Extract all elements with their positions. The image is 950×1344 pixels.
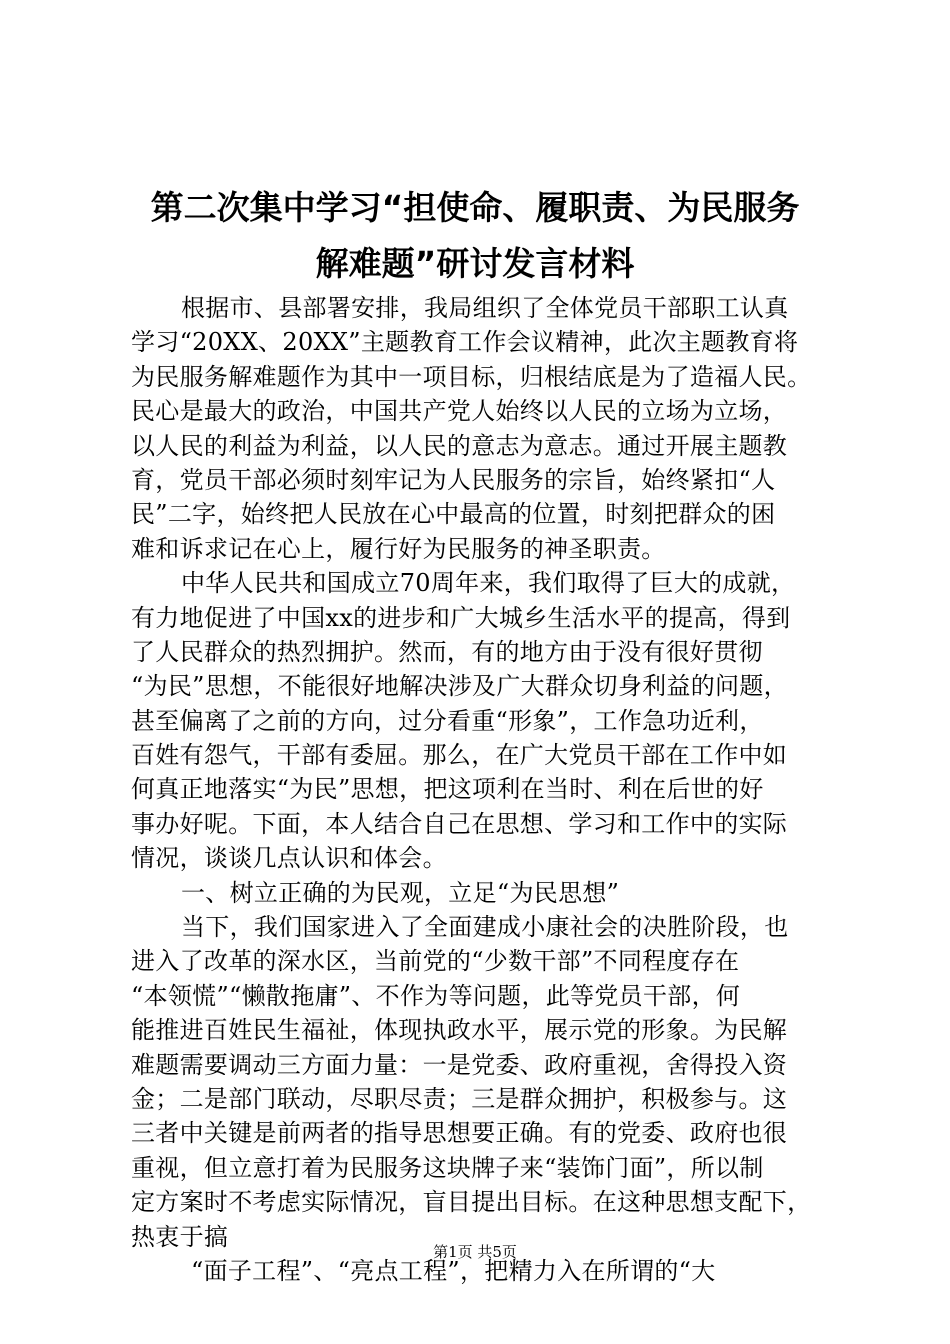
paragraph-line: 育，党员干部必须时刻牢记为人民服务的宗旨，始终紧扣“人 [131,465,776,494]
paragraph-line: 重视，但立意打着为民服务这块牌子来“装饰门面”，所以制 [131,1153,764,1182]
paragraph-line: “为民”思想，不能很好地解决涉及广大群众切身利益的问题， [131,672,788,701]
paragraph-line: 热衷于搞 [131,1222,229,1251]
paragraph-line: 以人民的利益为利益，以人民的意志为意志。通过开展主题教 [131,431,788,460]
document-title-line-2: 解难题”研讨发言材料 [315,244,635,283]
paragraph-line: 民心是最大的政治，中国共产党人始终以人民的立场为立场， [131,397,788,426]
paragraph-line: “面子工程”、“亮点工程”，把精力入在所谓的“大 [191,1256,716,1285]
paragraph-line: 根据市、县部署安排，我局组织了全体党员干部职工认真 [181,294,789,322]
paragraph-line: 为民服务解难题作为其中一项目标，归根结底是为了造福人民。 [131,362,812,391]
paragraph-line: 民”二字，始终把人民放在心中最高的位置，时刻把群众的困 [131,500,776,529]
paragraph-line: 中华人民共和国成立70周年来，我们取得了巨大的成就， [181,569,796,598]
paragraph-line: 当下，我们国家进入了全面建成小康社会的决胜阶段，也 [181,913,789,942]
paragraph-line: 有力地促进了中国xx的进步和广大城乡生活水平的提高，得到 [131,603,791,632]
paragraph-line: 进入了改革的深水区，当前党的“少数干部”不同程度存在 [131,947,740,976]
paragraph-line: 事办好呢。下面，本人结合自己在思想、学习和工作中的实际 [131,809,788,838]
paragraph-line: 难题需要调动三方面力量：一是党委、政府重视，舍得投入资 [131,1050,788,1079]
page-number-footer: 第1页 共5页 [433,1243,517,1261]
paragraph-line: 甚至偏离了之前的方向，过分看重“形象”，工作急功近利， [131,706,764,735]
paragraph-line: “本领慌”“懒散拖庸”、不作为等问题，此等党员干部，何 [131,981,741,1010]
paragraph-line: 三者中关键是前两者的指导思想要正确。有的党委、政府也很 [131,1119,788,1148]
paragraph-line: 难和诉求记在心上，履行好为民服务的神圣职责。 [131,534,666,563]
paragraph-line: 能推进百姓民生福祉，体现执政水平，展示党的形象。为民解 [131,1016,788,1045]
paragraph-line: 情况，谈谈几点认识和体会。 [131,844,447,873]
paragraph-line: 百姓有怨气，干部有委屈。那么，在广大党员干部在工作中如 [131,741,788,770]
paragraph-line: 学习“20XX、20XX”主题教育工作会议精神，此次主题教育将 [131,328,799,357]
paragraph-line: 了人民群众的热烈拥护。然而，有的地方由于没有很好贯彻 [131,637,763,666]
paragraph-line: 定方案时不考虑实际情况，盲目提出目标。在这种思想支配下， [131,1188,812,1217]
document-title-line-1: 第二次集中学习“担使命、履职责、为民服务 [150,188,800,227]
paragraph-line: 金；二是部门联动，尽职尽责；三是群众拥护，积极参与。这 [131,1084,788,1113]
section-heading: 一、树立正确的为民观，立足“为民思想” [181,878,620,907]
document-body [131,291,831,1288]
paragraph-line: 何真正地落实“为民”思想，把这项利在当时、利在后世的好 [131,775,764,804]
